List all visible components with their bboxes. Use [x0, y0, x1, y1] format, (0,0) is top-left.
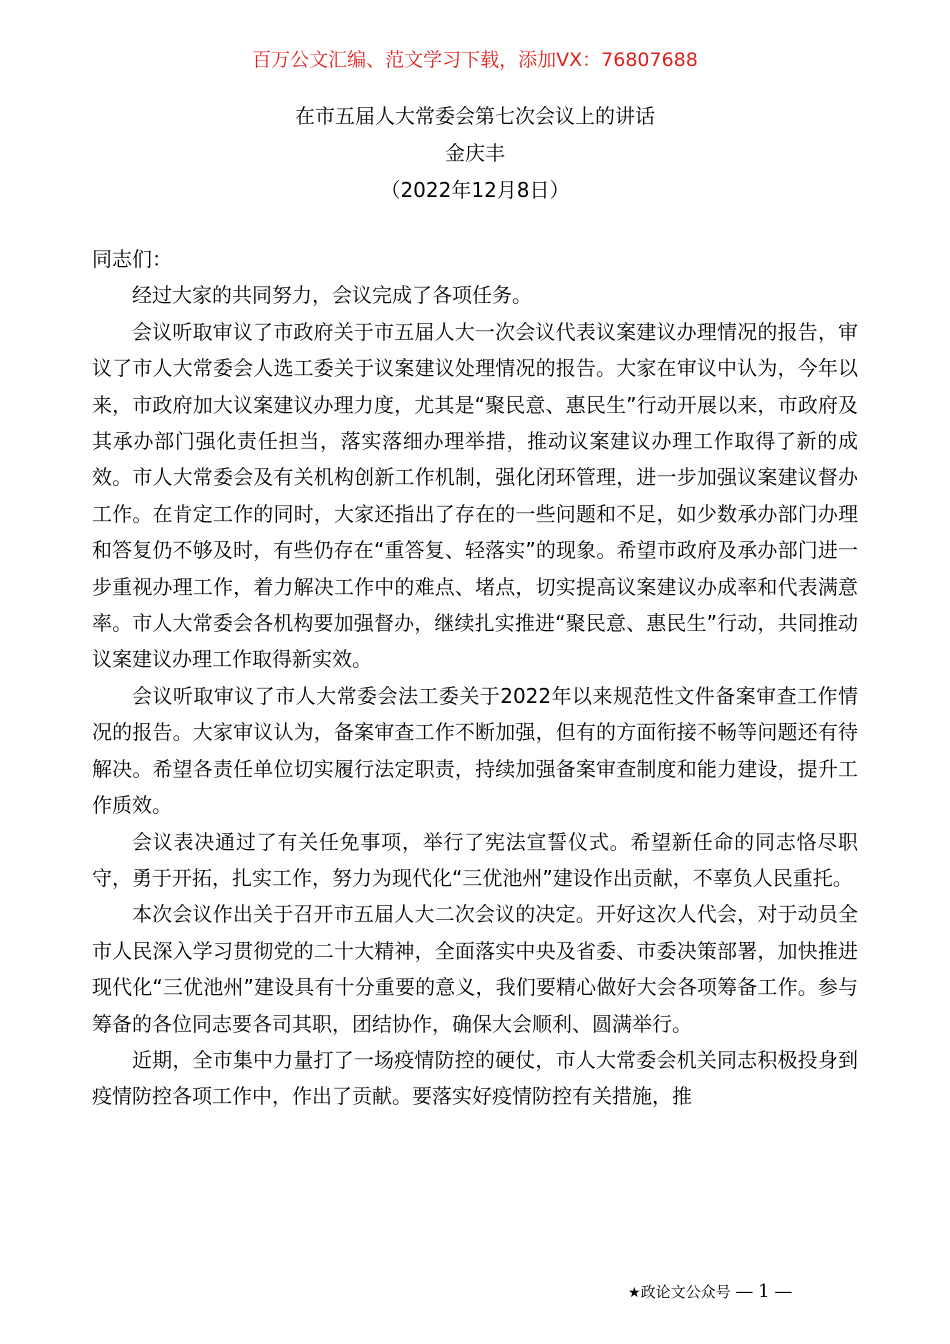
star-icon: ★	[628, 1285, 641, 1301]
paragraph-4: 会议表决通过了有关任免事项，举行了宪法宣誓仪式。希望新任命的同志恪尽职守，勇于开拓，扎实工作，努力为现代化“三优池州”建设作出贡献，不辜负人民重托。	[92, 829, 858, 890]
page-number: 1	[758, 1281, 770, 1302]
salutation: 同志们：	[92, 247, 172, 271]
title-block	[0, 98, 950, 209]
paragraph-5: 本次会议作出关于召开市五届人大二次会议的决定。开好这次人代会，对于动员全市人民深入学习贯彻党的二十大精神，全面落实中央及省委、市委决策部署，加快推进现代化“三优池州”建设具有十分重要的意义，我们要精心做好大会各项筹备工作。参与筹备的各位同志要各司其职，团结协作，确保大会顺利、圆满举行。	[92, 902, 858, 1036]
header-banner: 百万公文汇编、范文学习下载，添加VX：76807688	[252, 49, 698, 71]
paragraph-6: 近期，全市集中力量打了一场疫情防控的硬仗，市人大常委会机关同志积极投身到疫情防控各项工作中，作出了贡献。要落实好疫情防控有关措施，推	[92, 1047, 858, 1109]
speech-title: 在市五届人大常委会第七次会议上的讲话	[295, 104, 655, 128]
page-footer	[628, 1280, 868, 1305]
speech-body	[92, 241, 858, 1115]
paragraph-3: 会议听取审议了市人大常委会法工委关于2022年以来规范性文件备案审查工作情况的报告。大家审议认为，备案审查工作不断加强，但有的方面衔接不畅等问题还有待解决。希望各责任单位切实履行法定职责，持续加强备案审查制度和能力建设，提升工作质效。	[92, 683, 858, 818]
speech-date: （2022年12月8日）	[380, 178, 570, 202]
page-dash-left: —	[735, 1281, 754, 1302]
footer-source: 政论文公众号	[640, 1283, 731, 1301]
paragraph-1: 经过大家的共同努力，会议完成了各项任务。	[132, 283, 532, 308]
page-dash-right: —	[774, 1281, 793, 1302]
paragraph-2: 会议听取审议了市政府关于市五届人大一次会议代表议案建议办理情况的报告，审议了市人大常委会人选工委关于议案建议处理情况的报告。大家在审议中认为，今年以来，市政府加大议案建议办理力度，尤其是“聚民意、惠民生”行动开展以来，市政府及其承办部门强化责任担当，落实落细办理举措，推动议案建议办理工作取得了新的成效。市人大常委会及有关机构创新工作机制，强化闭环管理，进一步加强议案建议督办工作。在肯定工作的同时，大家还指出了存在的一些问题和不足，如少数承办部门办理和答复仍不够及时，有些仍存在“重答复、轻落实”的现象。希望市政府及承办部门进一步重视办理工作，着力解决工作中的难点、堵点，切实提高议案建议办成率和代表满意率。市人大常委会各机构要加强督办，继续扎实推进“聚民意、惠民生”行动，共同推动议案建议办理工作取得新实效。	[92, 319, 858, 672]
speaker-name: 金庆丰	[445, 141, 505, 165]
